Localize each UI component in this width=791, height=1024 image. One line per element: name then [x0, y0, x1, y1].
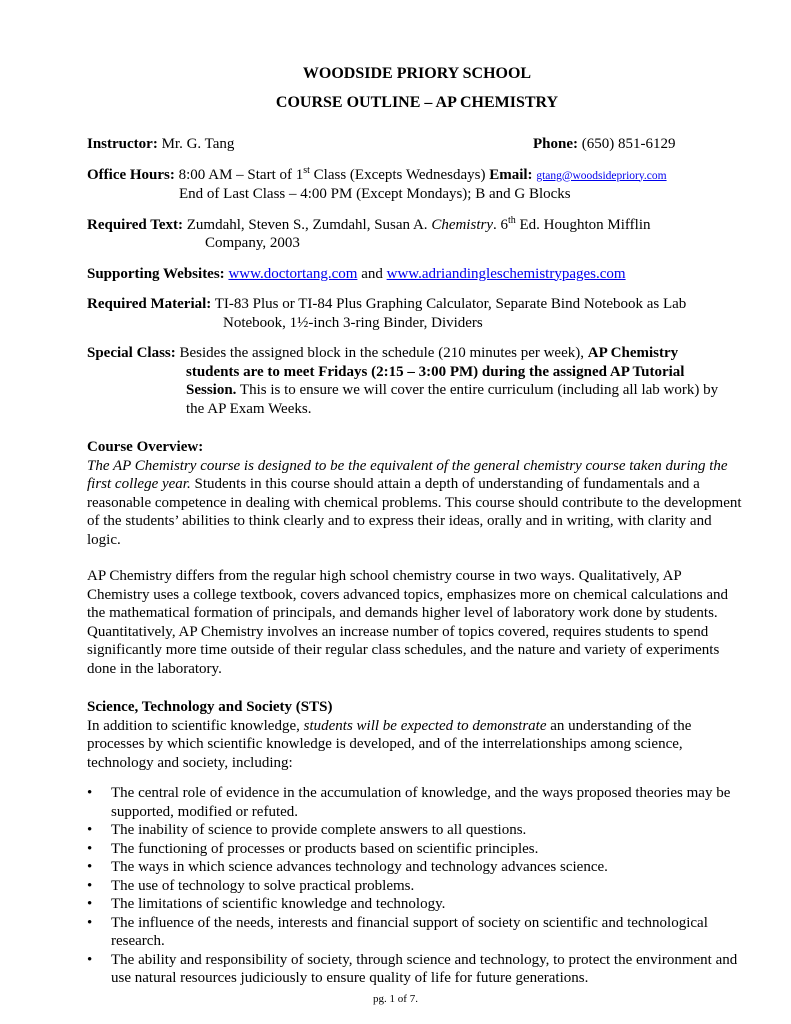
required-text-authors: Zumdahl, Steven S., Zumdahl, Susan A.	[182, 216, 432, 233]
document-page	[87, 64, 747, 988]
list-item: • The ways in which science advances technology and technology advances science.	[87, 858, 747, 877]
required-text-edition: . 6	[492, 216, 508, 233]
required-material	[87, 295, 747, 332]
course-title: COURSE OUTLINE – AP CHEMISTRY	[275, 94, 559, 111]
sts-list	[87, 784, 747, 988]
instructor-info	[87, 135, 234, 154]
course-overview-para1	[87, 457, 747, 550]
required-text-line2: Company, 2003	[205, 235, 300, 251]
required-text-label: Required Text:	[87, 216, 183, 233]
special-class-bold-c: Session.	[186, 382, 237, 398]
office-hours-line2: End of Last Class – 4:00 PM (Except Mondays); B and G Blocks	[179, 186, 571, 202]
list-item: • The inability of science to provide complete answers to all questions.	[87, 821, 747, 840]
page-number: pg. 1 of 7.	[373, 993, 418, 1005]
list-item: • The ability and responsibility of society, through science and technology, to protect the environment and use natural resources judiciously to ensure quality of life for future generations.	[87, 951, 747, 988]
required-text	[87, 216, 747, 253]
websites-and: and	[357, 265, 387, 282]
special-class-bold-b: students are to meet Fridays (2:15 – 3:00 PM) during the assigned AP Tutorial	[186, 363, 685, 380]
email-link[interactable]: gtang@woodsidepriory.com	[536, 169, 667, 182]
required-material-line2: Notebook, 1½-inch 3-ring Binder, Dividers	[223, 314, 483, 331]
sts-intro-italic: students will be expected to demonstrate	[303, 717, 547, 734]
supporting-websites	[87, 265, 747, 284]
office-hours-label: Office Hours:	[87, 166, 175, 183]
special-class-line4: the AP Exam Weeks.	[186, 400, 312, 417]
website-link-adriandingle[interactable]: www.adriandingleschemistrypages.com	[386, 265, 626, 282]
course-overview	[87, 438, 747, 678]
phone-label: Phone:	[533, 136, 578, 152]
school-title: WOODSIDE PRIORY SCHOOL	[302, 65, 532, 82]
special-class-text-b: This is to ensure we will cover the entire curriculum (including all lab work) by	[236, 382, 719, 398]
sts-intro	[87, 717, 747, 773]
special-class-line3	[87, 381, 747, 400]
special-class-line2	[87, 363, 747, 382]
list-item: • The functioning of processes or products based on scientific principles.	[87, 840, 747, 859]
special-class	[87, 344, 747, 418]
office-hours-line1	[87, 166, 747, 186]
required-text-title: Chemistry	[431, 216, 493, 233]
special-class-text-a: Besides the assigned block in the schedule (210 minutes per week),	[175, 345, 588, 361]
instructor-row	[87, 135, 747, 154]
course-overview-italic: The AP Chemistry course is designed to be the equivalent of the general chemistry course taken during the first college year.	[87, 457, 728, 492]
list-item: • The central role of evidence in the accumulation of knowledge, and the ways proposed theories may be supported, modified or refuted.	[87, 784, 747, 821]
email-label: Email:	[489, 166, 533, 183]
phone-info	[533, 135, 747, 154]
phone-value: (650) 851-6129	[578, 136, 676, 152]
sts-section	[87, 698, 747, 988]
course-overview-heading: Course Overview:	[87, 439, 204, 455]
required-material-line1	[87, 295, 747, 314]
course-overview-para2: AP Chemistry differs from the regular high school chemistry course in two ways. Qualitatively, AP Chemistry uses a college textbook, covers advanced topics, emphasizes more on chemical calculations and the mathematical formation of principals, and demands higher level of laboratory work done by students. Quantitatively, AP Chemistry involves an increase number of topics covered, requires students to spend significantly more time outside of their regular class schedules, and the nature and variety of experiments done in the laboratory.	[87, 568, 729, 677]
course-overview-text: Students in this course should attain a depth of understanding of fundamentals and a reasonable competence in dealing with chemical problems. This course should contribute to the development of the students’ abilities to think clearly and to express their ideas, orally and in writing, with clarity and logic.	[87, 476, 742, 548]
instructor-value: Mr. G. Tang	[157, 136, 235, 152]
required-material-label: Required Material:	[87, 296, 212, 312]
required-material-text: TI-83 Plus or TI-84 Plus Graphing Calculator, Separate Bind Notebook as Lab	[211, 296, 687, 312]
instructor-label: Instructor:	[87, 136, 158, 152]
office-hours-text-b: Class (Excepts Wednesdays)	[309, 166, 490, 183]
list-item: • The influence of the needs, interests and financial support of society on scientific and technological research.	[87, 914, 747, 951]
office-hours-text-a: 8:00 AM – Start of 1	[174, 166, 304, 183]
office-hours	[87, 166, 747, 204]
website-link-doctortang[interactable]: www.doctortang.com	[228, 265, 358, 282]
office-hours-sup: st	[303, 164, 310, 176]
sts-heading: Science, Technology and Society (STS)	[87, 699, 333, 715]
special-class-line1	[87, 344, 747, 363]
required-text-publisher: Ed. Houghton Mifflin	[515, 216, 651, 233]
sts-intro-b: an understanding of the processes by which scientific knowledge is developed, and of the interrelationships among science, technology and society, including:	[87, 717, 692, 771]
sts-intro-a: In addition to scientific knowledge,	[87, 717, 304, 734]
required-text-line1	[87, 216, 747, 235]
special-class-bold-a: AP Chemistry	[587, 345, 679, 361]
list-item: • The use of technology to solve practical problems.	[87, 877, 747, 896]
required-text-sup: th	[507, 214, 516, 226]
list-item: • The limitations of scientific knowledge and technology.	[87, 895, 747, 914]
special-class-label: Special Class:	[87, 345, 176, 361]
supporting-websites-label: Supporting Websites:	[87, 265, 225, 282]
